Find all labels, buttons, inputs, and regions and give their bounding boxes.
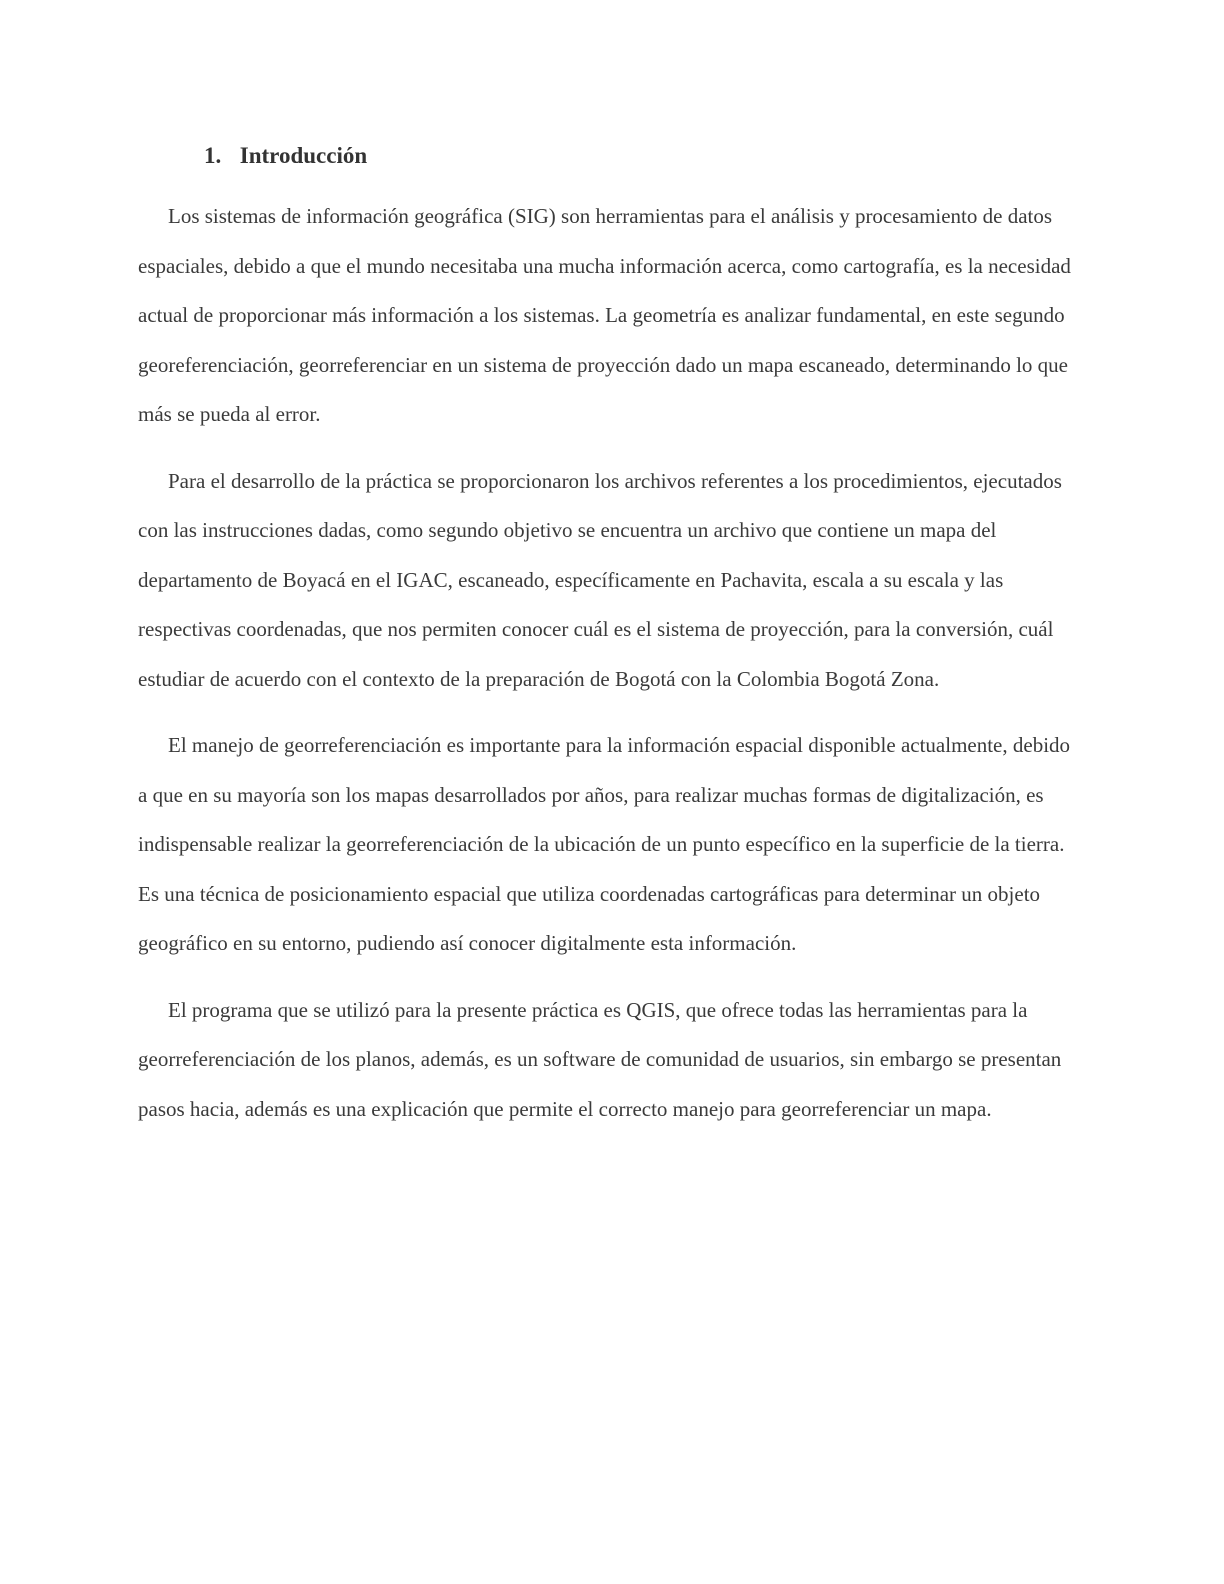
paragraph-1: Los sistemas de información geográfica (SIG) son herramientas para el análisis y procesamiento de datos espaciales, debido a que el mundo necesitaba una mucha información acerca, como cartografía, es la necesidad actual de proporcionar más información a los sistemas. La geometría es analizar fundamental, en este segundo georeferenciación, georreferenciar en un sistema de proyección dado un mapa escaneado, determinando lo que más se pueda al error.	[138, 204, 1071, 426]
section-heading	[138, 138, 1074, 174]
paragraph-3: El manejo de georreferenciación es importante para la información espacial disponible actualmente, debido a que en su mayoría son los mapas desarrollados por años, para realizar muchas formas de digitalización, es indispensable realizar la georreferenciación de la ubicación de un punto específico en la superficie de la tierra. Es una técnica de posicionamiento espacial que utiliza coordenadas cartográficas para determinar un objeto geográfico en su entorno, pudiendo así conocer digitalmente esta información.	[138, 733, 1071, 955]
section-number: 1.	[204, 143, 222, 168]
paragraph-4: El programa que se utilizó para la presente práctica es QGIS, que ofrece todas las herramientas para la georreferenciación de los planos, además, es un software de comunidad de usuarios, sin embargo se presentan pasos hacia, además es una explicación que permite el correcto manejo para georreferenciar un mapa.	[138, 997, 1062, 1121]
paragraph-2: Para el desarrollo de la práctica se proporcionaron los archivos referentes a los procedimientos, ejecutados con las instrucciones dadas, como segundo objetivo se encuentra un archivo que contiene un mapa del departamento de Boyacá en el IGAC, escaneado, específicamente en Pachavita, escala a su escala y las respectivas coordenadas, que nos permiten conocer cuál es el sistema de proyección, para la conversión, cuál estudiar de acuerdo con el contexto de la preparación de Bogotá con la Colombia Bogotá Zona.	[138, 468, 1062, 691]
document-body	[138, 138, 1074, 1151]
section-title: Introducción	[239, 143, 368, 168]
